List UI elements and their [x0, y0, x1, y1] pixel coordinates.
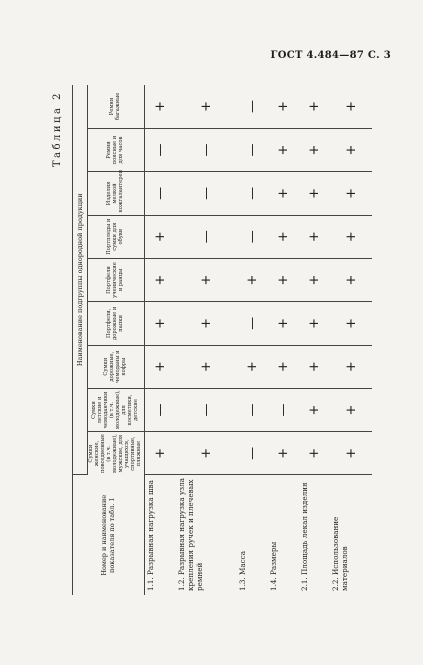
column-header: Портфели, дорожные и папки	[88, 302, 145, 345]
mark: +	[176, 345, 236, 388]
indicator-header: Номер и наименование показателя по табл. 1	[73, 475, 145, 595]
mark: +	[299, 345, 330, 388]
column-header: Сумки женские, повседневные (в т.ч. молодежные), мужские, для учащихся, спортивные, пляжные	[88, 432, 145, 475]
mark: +	[330, 388, 372, 431]
mark: +	[268, 258, 299, 301]
mark: +	[299, 432, 330, 475]
mark: +	[176, 258, 236, 301]
mark: +	[268, 215, 299, 258]
mark: +	[330, 85, 372, 128]
mark: +	[330, 215, 372, 258]
mark: +	[299, 258, 330, 301]
mark: +	[330, 172, 372, 215]
table-row	[237, 85, 268, 595]
mark: +	[144, 215, 176, 258]
mark: +	[144, 85, 176, 128]
mark: +	[299, 388, 330, 431]
mark: +	[268, 85, 299, 128]
mark: +	[268, 172, 299, 215]
column-header: Изделия мелкой кожгалантереи	[88, 172, 145, 215]
mark: +	[268, 345, 299, 388]
mark: +	[144, 302, 176, 345]
mark: —	[237, 85, 268, 128]
mark: —	[237, 388, 268, 431]
row-name: 1.4. Размеры	[268, 541, 278, 591]
mark: —	[176, 388, 236, 431]
mark: +	[299, 128, 330, 171]
mark: —	[144, 388, 176, 431]
mark: —	[237, 172, 268, 215]
column-header: Портпледы и сумки для обуви	[88, 215, 145, 258]
table-caption: Таблица 2	[52, 91, 63, 168]
mark: +	[299, 172, 330, 215]
mark: —	[144, 128, 176, 171]
mark: —	[237, 302, 268, 345]
row-name: 2.2. Использование материалов	[331, 516, 350, 591]
mark: —	[268, 388, 299, 431]
column-header: Сумки дорожные, чемоданы и кофры	[88, 345, 145, 388]
table-row	[144, 85, 176, 595]
column-header: Портфели ученические и ранцы	[88, 258, 145, 301]
data-table	[72, 85, 372, 595]
mark: +	[144, 258, 176, 301]
mark: —	[237, 128, 268, 171]
table-row	[176, 85, 236, 595]
row-name: 2.1. Площадь лекал изделия	[300, 482, 310, 591]
mark: +	[299, 215, 330, 258]
mark: —	[176, 128, 236, 171]
mark: +	[268, 302, 299, 345]
table-row	[268, 85, 299, 595]
mark: +	[299, 85, 330, 128]
mark: +	[299, 302, 330, 345]
row-name: 1.2. Разрывная нагрузка узла крепления ручек и плечевых ремней	[177, 478, 205, 591]
column-header: Ремни багажные	[88, 85, 145, 128]
page-header: ГОСТ 4.484—87 С. 3	[270, 50, 391, 61]
rotated-table-block	[54, 85, 374, 595]
mark: +	[330, 302, 372, 345]
mark: +	[268, 128, 299, 171]
mark: —	[176, 215, 236, 258]
mark: +	[237, 345, 268, 388]
table-row	[330, 85, 372, 595]
row-name: 1.1. Разрывная нагрузка шва	[145, 480, 155, 591]
mark: —	[176, 172, 236, 215]
mark: —	[237, 215, 268, 258]
mark: +	[268, 432, 299, 475]
mark: +	[176, 85, 236, 128]
mark: +	[330, 432, 372, 475]
mark: +	[330, 345, 372, 388]
mark: +	[176, 432, 236, 475]
group-header: Наименование подгруппы однородной продукции	[73, 85, 88, 475]
mark: +	[330, 258, 372, 301]
mark: —	[144, 172, 176, 215]
mark: +	[237, 258, 268, 301]
column-header: Ремни поясные и для часов	[88, 128, 145, 171]
mark: +	[144, 432, 176, 475]
row-name: 1.3. Масса	[237, 551, 247, 591]
mark: +	[144, 345, 176, 388]
mark: +	[176, 302, 236, 345]
mark: +	[330, 128, 372, 171]
table-row	[299, 85, 330, 595]
column-header: Сумки летские и чемоданчики (в т.ч. молодежные), для косметики, детские	[88, 388, 145, 431]
mark: —	[237, 432, 268, 475]
